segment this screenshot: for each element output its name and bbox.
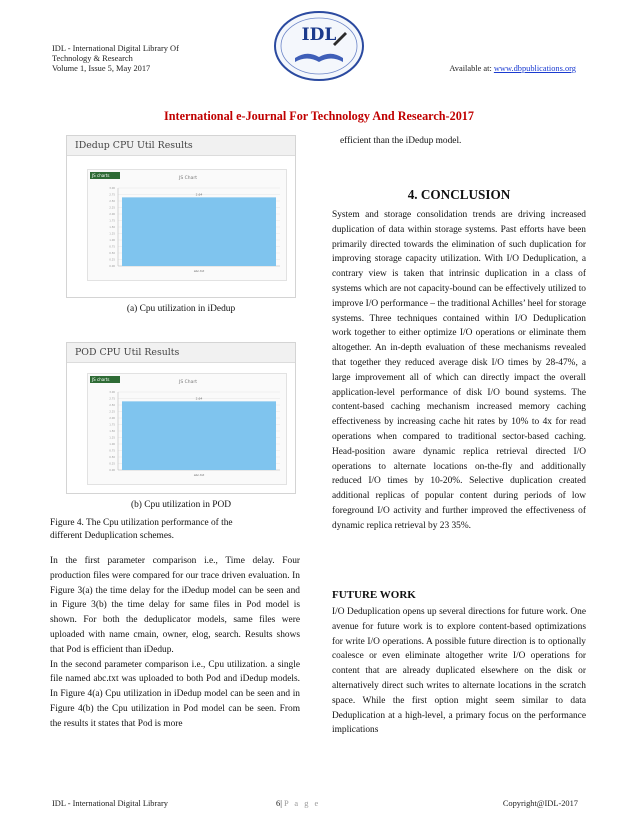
footer-right: Copyright@IDL-2017 — [502, 799, 578, 808]
figure-a-y-tick-label: 1.75 — [109, 219, 115, 223]
figure-a-y-tick-label: 2.25 — [109, 206, 115, 210]
figure-a-panel-title: IDedup CPU Util Results — [67, 136, 295, 156]
figure-b-data-label: 2.64 — [195, 396, 203, 401]
figure-a-y-tick-label: 2.75 — [109, 193, 115, 197]
figure-b-y-tick-label: 2.25 — [109, 410, 115, 414]
figure-a-y-tick-label: 1.50 — [109, 226, 115, 229]
figure-b-panel-title: POD CPU Util Results — [67, 343, 295, 363]
figure-a-y-tick-label: 1.00 — [109, 239, 115, 242]
figure-a-y-tick-label: 0.50 — [109, 252, 115, 255]
figure-a-y-tick-label: 2.50 — [109, 200, 115, 203]
website-link[interactable]: www.dbpublications.org — [493, 64, 576, 73]
figure-a-caption: (a) Cpu utilization in iDedup — [126, 304, 236, 314]
figure-b-chart — [87, 373, 287, 485]
figure-a-bar — [122, 197, 276, 266]
figure-a-y-tick-label: 0.00 — [109, 265, 115, 268]
figure-b-y-tick-label: 2.75 — [109, 397, 115, 401]
header-available — [449, 64, 576, 73]
left-paragraph-2: In the second parameter comparison i.e., Cpu utilization. a single file named abc.txt was uploaded to both Pod and iDedup models. In Figure 4(a) Cpu utilization in iDedup model can be seen and in Figure 4(b) the Cpu utilization in Pod model can be seen. From the results it states that Pod is more — [50, 659, 300, 729]
journal-title: International e-Journal For Technology And Research-2017 — [163, 109, 474, 123]
footer-page-word: P a g e — [283, 799, 321, 808]
figure-a-panel — [66, 135, 296, 298]
figure-b-chart-title: JS Chart — [179, 380, 197, 385]
figure-b-y-tick-label: 1.00 — [109, 443, 115, 446]
header-line-1: IDL - International Digital Library Of — [52, 44, 179, 53]
conclusion-text: System and storage consolidation trends are driving increased duplication of data within storage systems. Past efforts have been primarily directed towards the elimination of such duplication for improving storage capacity utilization. With I/O Deduplication, a contrary view is taken that intrinsic duplication in a class of systems which are not capacity-bound can be effectively utilized to improve I/O performance – the traditional Achilles’ heel for storage systems. Three techniques contained within I/O Deduplication work together to either optimize I/O operations or eliminate them altogether. An in-depth evaluation of these mechanisms revealed that together they reduced average disk I/O times by 28-47%, a large improvement all of which can directly impact the overall application-level performance of disk I/O bound systems. The content-based caching mechanism increased memory caching effectiveness by increasing cache hit rates by 10% to 4x for read operations when compared to traditional sector-based caching. Head-position aware dynamic replica retrieval directed I/O operations to alternate locations on-the-fly and additionally reduced I/O times by 10-20%. Selective duplication created additional replicas of popular content during periods of low foreground I/O activity and further improved the effectiveness of dynamic replica retrieval by 23 35%. — [332, 210, 586, 531]
figure-4-caption-line-1: Figure 4. The Cpu utilization performance of the — [50, 518, 233, 528]
header-info — [52, 44, 179, 74]
figure-b-y-tick-label: 2.00 — [109, 417, 115, 420]
idl-logo — [273, 10, 365, 82]
figure-b-category-label: abc.txt — [193, 473, 205, 477]
figure-a-data-label: 2.64 — [195, 192, 203, 197]
figure-a-chart-title: JS Chart — [179, 176, 197, 181]
figure-b-y-tick-label: 2.50 — [109, 404, 115, 407]
figure-a-y-tick-label: 1.25 — [109, 232, 115, 236]
figure-b-y-tick-label: 0.50 — [109, 456, 115, 459]
future-work-heading: FUTURE WORK — [332, 589, 416, 601]
figure-b-y-tick-label: 1.75 — [109, 423, 115, 427]
figure-a-chart-badge: JS charts — [90, 172, 120, 179]
conclusion-heading: 4. CONCLUSION — [407, 187, 511, 202]
left-paragraph-1: In the first parameter comparison i.e., Time delay. Four production files were compared for our trace driven evaluation. In Figure 3(a) the time delay for the iDedup model can be seen and in Figure 3(b) the time delay for same files in Pod model is shown. For both the deduplicator models, same files were uploaded with name cmain, owner, elog, search. Results shows that Pod is efficient than iDedup. — [50, 556, 300, 655]
figure-b-caption: (b) Cpu utilization in POD — [131, 500, 231, 510]
header-line-2: Technology & Research — [52, 54, 133, 63]
figure-b-y-tick-label: 1.25 — [109, 436, 115, 440]
header-line-3: Volume 1, Issue 5, May 2017 — [52, 64, 151, 73]
figure-a-category-label: abc.txt — [193, 269, 205, 273]
figure-b-y-tick-label: 1.50 — [109, 430, 115, 433]
figure-4-caption — [50, 517, 300, 543]
available-label: Available at: — [449, 64, 494, 73]
right-top-text: efficient than the iDedup model. — [340, 136, 462, 146]
figure-a-y-tick-label: 0.75 — [109, 245, 115, 249]
figure-a-y-tick-label: 3.00 — [109, 187, 115, 190]
logo-text: IDL — [301, 25, 337, 45]
future-work-text: I/O Deduplication opens up several directions for future work. One avenue for future work is to explore content-based optimizations for write I/O operations. A possible future direction is to optionally coalesce or even eliminate altogether write I/O operations for content that are already duplicated elsewhere on the disk or alternatively direct such writes to alternate locations in the scratch space. While the first option might seem similar to data Deduplication at a high-level, a primary focus on the performance implications — [332, 607, 586, 736]
footer-page — [276, 799, 320, 808]
figure-a-chart — [87, 169, 287, 281]
figure-b-y-tick-label: 0.75 — [109, 449, 115, 453]
figure-a-chart-svg — [88, 170, 288, 282]
figure-b-chart-badge: JS charts — [90, 376, 120, 383]
figure-b-y-tick-label: 0.25 — [109, 462, 115, 466]
figure-b-panel — [66, 342, 296, 494]
figure-b-chart-svg — [88, 374, 288, 486]
footer-page-number: 6| — [276, 799, 282, 808]
figure-b-bar — [122, 401, 276, 470]
figure-4-caption-line-2: different Deduplication schemes. — [50, 531, 175, 541]
footer-left: IDL - International Digital Library — [52, 799, 168, 808]
figure-a-y-tick-label: 0.25 — [109, 258, 115, 262]
figure-a-y-tick-label: 2.00 — [109, 213, 115, 216]
figure-b-y-tick-label: 3.00 — [109, 391, 115, 394]
figure-b-y-tick-label: 0.00 — [109, 469, 115, 472]
left-column-text — [50, 554, 300, 732]
